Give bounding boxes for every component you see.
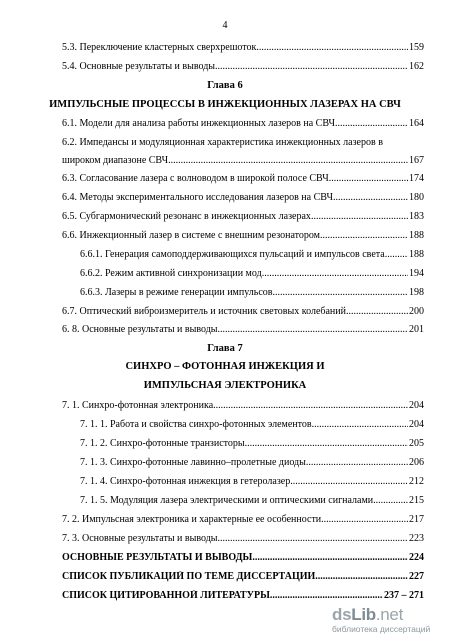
- toc-entry-page: 194: [409, 268, 424, 279]
- toc-entry: [62, 306, 424, 318]
- toc-leader: [290, 476, 408, 488]
- toc-leader: [213, 400, 408, 412]
- chapter-title-line1: СИНХРО – ФОТОННАЯ ИНЖЕКЦИЯ И: [125, 361, 325, 372]
- toc-leader: [262, 268, 408, 280]
- toc-leader: [218, 324, 409, 336]
- toc-leader: [306, 457, 408, 469]
- toc-entry: [80, 287, 424, 299]
- toc-entry: [80, 268, 424, 280]
- toc-entry-title: СПИСОК ПУБЛИКАЦИЙ ПО ТЕМЕ ДИССЕРТАЦИИ: [62, 571, 316, 582]
- toc-entry-page: 223: [409, 533, 424, 544]
- toc-entry-main: [62, 590, 424, 602]
- toc-entry-page: 212: [409, 476, 424, 487]
- toc-entry-page: 180: [409, 192, 424, 203]
- toc-leader: [315, 571, 408, 583]
- toc-entry-page: 159: [409, 42, 424, 53]
- toc-entry-page: 167: [409, 155, 424, 166]
- toc-entry-title: 7. 1. 4. Синхро-фотонная инжекция в гетеролазер: [80, 476, 291, 487]
- toc-entry: [62, 400, 424, 412]
- toc-entry-page: 205: [409, 438, 424, 449]
- chapter-title-line2: ИМПУЛЬСНАЯ ЭЛЕКТРОНИКА: [143, 380, 307, 391]
- toc-entry-page: 227: [409, 571, 424, 582]
- toc-entry: [62, 192, 424, 204]
- toc-entry-title: 6.3. Согласование лазера с волноводом в широкой полосе СВЧ: [62, 173, 329, 184]
- toc-entry: [62, 533, 424, 545]
- toc-entry-page: 204: [409, 400, 424, 411]
- toc-leader: [312, 419, 408, 431]
- toc-entry: [80, 249, 424, 261]
- toc-leader: [335, 118, 408, 130]
- toc-entry: [62, 118, 424, 130]
- toc-entry-page: 217: [409, 514, 424, 525]
- toc-entry: [80, 438, 424, 450]
- toc-leader: [346, 306, 408, 318]
- toc-entry-page: 174: [409, 173, 424, 184]
- toc-entry-page: 162: [409, 61, 424, 72]
- toc-leader: [311, 211, 408, 223]
- toc-entry-title: 6.1. Модели для анализа работы инжекционных лазеров на СВЧ: [62, 118, 336, 129]
- toc-entry: [62, 514, 424, 526]
- toc-leader: [321, 514, 408, 526]
- dslib-logo: dsLib.net: [332, 605, 403, 624]
- toc-entry-page: 201: [409, 324, 424, 335]
- toc-entry-page: 224: [409, 552, 424, 563]
- toc-leader: [273, 287, 408, 299]
- dslib-subtitle: библиотека диссертаций: [332, 624, 431, 634]
- toc-entry-title: 7. 1. 5. Модуляция лазера электрическими и оптическими сигналами: [80, 495, 374, 506]
- toc-leader: [270, 590, 383, 602]
- toc-entry-title: 6.7. Оптический виброизмеритель и источник световых колебаний: [62, 306, 346, 317]
- toc-entry-title: 6.6.1. Генерация самоподдерживающихся пульсаций и импульсов света: [80, 249, 385, 260]
- toc-entry-page: 188: [409, 230, 424, 241]
- toc-entry: [62, 211, 424, 223]
- toc-entry: [80, 495, 424, 507]
- toc-entry-title: 6.6.2. Режим активной синхронизации мод: [80, 268, 262, 279]
- toc-entry-page: 188: [409, 249, 424, 260]
- toc-entry: [62, 61, 424, 73]
- dslib-watermark: [332, 605, 442, 633]
- page-number: 4: [222, 20, 228, 31]
- toc-entry: [62, 173, 424, 185]
- toc-entry-page: 183: [409, 211, 424, 222]
- toc-leader: [256, 42, 408, 54]
- toc-entry-title: 7. 1. Синхро-фотонная электроника: [62, 400, 214, 411]
- toc-leader: [245, 438, 408, 450]
- toc-entry-title: СПИСОК ЦИТИРОВАННОЙ ЛИТЕРАТУРЫ: [62, 590, 270, 601]
- toc-entry: [62, 42, 424, 54]
- toc-entry-main: [62, 571, 424, 583]
- toc-entry: [80, 476, 424, 488]
- toc-leader: [385, 249, 408, 261]
- toc-entry-page: 164: [409, 118, 424, 129]
- toc-entry-title: 6.2. Импедансы и модуляционная характеристика инжекционных лазеров в: [62, 137, 383, 148]
- toc-entry-title: 6. 8. Основные результаты и выводы: [62, 324, 218, 335]
- toc-entry-page: 198: [409, 287, 424, 298]
- toc-leader: [218, 533, 409, 545]
- toc-entry-title: 5.3. Переключение кластерных сверхрешоток: [62, 42, 257, 53]
- chapter-label: Глава 7: [207, 343, 243, 354]
- toc-entry-page: 206: [409, 457, 424, 468]
- toc-entry-title: 7. 3. Основные результаты и выводы: [62, 533, 218, 544]
- toc-leader: [373, 495, 408, 507]
- toc-entry: [80, 419, 424, 431]
- toc-entry-title-cont: широком диапазоне СВЧ: [62, 155, 169, 166]
- toc-entry-page: 200: [409, 306, 424, 317]
- toc-entry: [62, 324, 424, 336]
- toc-entry-title: 6.6. Инжекционный лазер в системе с внешним резонатором: [62, 230, 321, 241]
- toc-entry-page: 215: [409, 495, 424, 506]
- toc-leader: [252, 552, 408, 564]
- toc-entry-title: 7. 1. 2. Синхро-фотонные транзисторы: [80, 438, 245, 449]
- chapter-title: ИМПУЛЬСНЫЕ ПРОЦЕССЫ В ИНЖЕКЦИОННЫХ ЛАЗЕРАХ НА СВЧ: [49, 99, 401, 110]
- toc-entry: [62, 230, 424, 242]
- toc-entry-title: 7. 1. 3. Синхро-фотонные лавинно–пролетные диоды: [80, 457, 306, 468]
- toc-leader: [215, 61, 408, 73]
- toc-entry-title: 6.6.3. Лазеры в режиме генерации импульсов: [80, 287, 273, 298]
- toc-leader: [168, 155, 408, 167]
- toc-entry-main: [62, 552, 424, 564]
- chapter-label: Глава 6: [207, 80, 243, 91]
- toc-entry-page: 204: [409, 419, 424, 430]
- toc-leader: [320, 230, 408, 242]
- toc-entry: [80, 457, 424, 469]
- toc-entry-title: 7. 1. 1. Работа и свойства синхро-фотонных элементов: [80, 419, 312, 430]
- toc-entry-title: 7. 2. Импульсная электроника и характерные ее особенности: [62, 514, 322, 525]
- toc-entry-title: 6.5. Субгармонический резонанс в инжекционных лазерах: [62, 211, 311, 222]
- toc-entry: [62, 155, 424, 167]
- toc-leader: [333, 192, 408, 204]
- toc-entry-title: ОСНОВНЫЕ РЕЗУЛЬТАТЫ И ВЫВОДЫ: [62, 552, 253, 563]
- toc-entry-page: 237 – 271: [384, 590, 424, 601]
- toc-entry-title: 6.4. Методы экспериментального исследования лазеров на СВЧ: [62, 192, 333, 203]
- toc-entry-title: 5.4. Основные результаты и выводы: [62, 61, 215, 72]
- toc-leader: [329, 173, 408, 185]
